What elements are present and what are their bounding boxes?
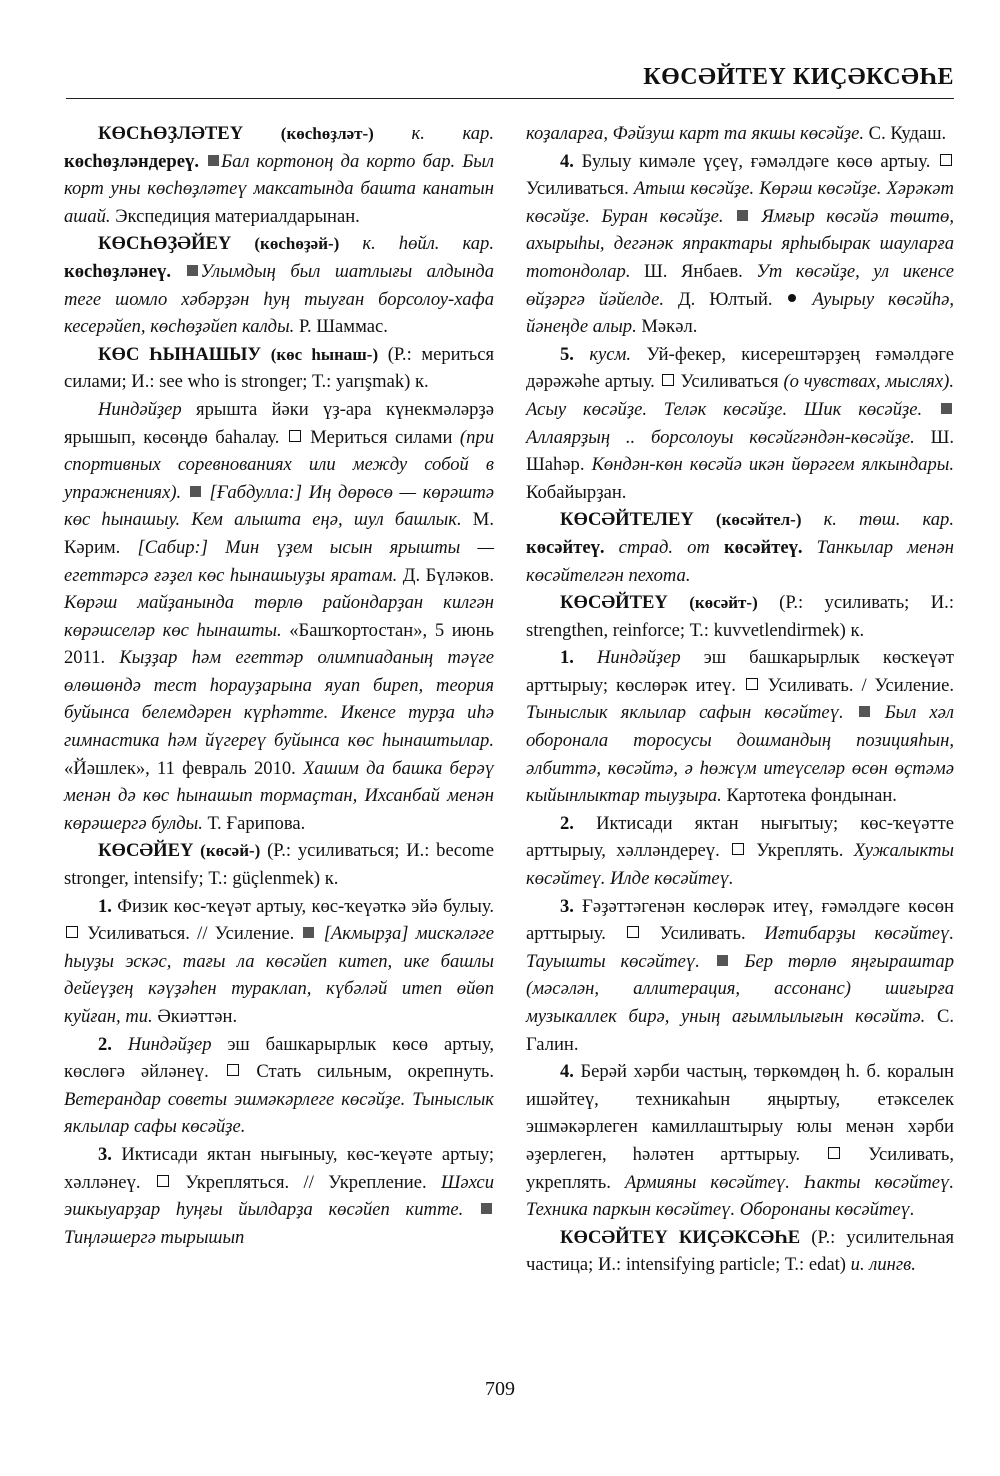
- example-marker-icon: [187, 265, 198, 276]
- stem-form: (көсәй-): [200, 841, 261, 861]
- example-text: Хашим да башка берәү менән дә көс һынашып тормаҫтан, Ихсанбай менән көрәшергә булды.: [64, 757, 494, 834]
- grammar-label: к. кар.: [373, 123, 494, 144]
- sense-definition: [526, 893, 954, 1059]
- dictionary-entry: [526, 506, 954, 589]
- example-text: Көндән-көн көсәйә икән йөрәгем ялкындары.: [591, 454, 954, 476]
- dictionary-entry: [64, 230, 494, 340]
- cross-reference: көсһөҙләндереү.: [64, 150, 199, 172]
- sense-definition: [64, 396, 494, 838]
- sense-number: 1.: [560, 647, 574, 669]
- grammar-label: кусм.: [589, 343, 632, 365]
- example-text: Кыҙҙар һәм егеттәр олимпиаданың тәүге өлөшөндә тест һорауҙарына яуап биреп, теория буйынса белемдәрен күрһәтте. Икенсе турҙа иһә гимнастика һәм йүгереү буйынса көс һынаштылар.: [64, 647, 495, 752]
- translations: (Р.: усилительная частица; И.: intensifying particle; Т.: edat): [526, 1226, 954, 1276]
- definition-text: Ғәҙәттәгенән көслөрәк итеү, ғәмәлдәге көсөн арттырыу.: [526, 895, 954, 945]
- headword: КӨС ҺЫНАШЫУ: [98, 343, 262, 365]
- grammar-label: и. лингв.: [850, 1254, 916, 1276]
- cross-reference: көсәйтеү.: [723, 536, 803, 558]
- example-text: Атыш көсәйҙе. Көрәш көсәйҙе. Хәрәкәт көсәйҙе. Буран көсәйҙе.: [526, 178, 954, 227]
- russian-equivalent: Усиливаться: [675, 371, 784, 393]
- example-marker-icon: [717, 955, 728, 966]
- translation-marker-icon: [662, 374, 674, 386]
- example-marker-icon: [859, 706, 870, 717]
- sense-definition: [526, 341, 954, 507]
- example-text: Улымдың был шатлығы алдында теге шомло хәбәрҙән һуң тыуған борсолоу-хафа кесерәйеп, көсһөҙәйеп калды.: [64, 260, 494, 338]
- example-marker-icon: [208, 155, 219, 166]
- source: Ш. Шаһәр.: [526, 426, 954, 476]
- example-text: Ямғыр көсәйә төштө, ахырыһы, дегәнәк япрактары ярһыбырак шауларға тотондолар.: [526, 205, 954, 282]
- source: Картотека фондынан.: [721, 785, 897, 807]
- stem-form: (көс һынаш-): [270, 344, 379, 364]
- source: Мәкәл.: [636, 316, 698, 338]
- headword: КӨСӘЙТЕҮ: [560, 592, 668, 614]
- source: Әкиәттән.: [152, 1006, 238, 1027]
- dictionary-entry: [64, 341, 494, 396]
- translation-marker-icon: [746, 678, 758, 690]
- grammar-label: к. төш. кар.: [801, 509, 954, 531]
- example-text: Тиңләшергә тырышып: [64, 1226, 245, 1248]
- usage-note: (при спортивных соревнованиях или между собой в упражнениях).: [64, 426, 494, 503]
- example-marker-icon: [303, 927, 314, 938]
- continued-example: [526, 120, 954, 148]
- sense-number: 2.: [560, 812, 574, 834]
- translations: (Р.: мериться силами; И.: see who is stronger; Т.: yarışmak) к.: [64, 343, 495, 393]
- definition-text: эш башкарырлык көсө артыу, көслөгә әйләнеү.: [64, 1033, 494, 1083]
- russian-equivalent: Усиливать.: [640, 923, 765, 945]
- example-text: Армияны көсәйтеү. Һакты көсәйтеү. Техника паркын көсәйтеү. Оборонаны көсәйтеү.: [526, 1171, 954, 1221]
- translation-marker-icon: [66, 926, 78, 938]
- definition-italic: Ниндәйҙер: [98, 398, 182, 420]
- definition-text: Булыу кимәле үҫеү, ғәмәлдәге көсө артыу.: [573, 150, 938, 172]
- example-marker-icon: [190, 486, 201, 497]
- stem-form: (көсһөҙәй-): [254, 234, 340, 254]
- translation-marker-icon: [940, 154, 952, 166]
- example-text: Көрәш майҙанында төрлө райондарҙан килгән көрәшселәр көс һынашты.: [64, 592, 494, 641]
- source: Д. Бүләков.: [397, 564, 494, 586]
- example-text: Бал кортоноң да корто бар. Был корт уны көсһөҙләтеү максатында башта канатын ашай.: [64, 150, 494, 227]
- russian-equivalent: Усиливаться. // Усиление.: [80, 923, 295, 945]
- translations: (Р.: усиливать; И.: strengthen, reinforce; Т.: kuvvetlendirmek) к.: [526, 592, 954, 641]
- source: С. Кудаш.: [864, 123, 947, 144]
- dictionary-entry: [64, 120, 494, 230]
- example-text: [Сабир:] Мин үҙем ысын ярышты — егеттәрсә ғәҙел көс һынашыуҙы яратам.: [64, 536, 494, 586]
- definition-text: ярышта йәки үҙ-ара күнекмәләрҙә ярышып, көсөңдө баһалау.: [64, 398, 494, 448]
- sense-definition: [526, 1058, 954, 1224]
- proverb-marker-icon: [788, 294, 796, 302]
- example-text: Ветерандар советы эшмәкәрлеге көсәйҙе. Тыныслык яклылар сафы көсәйҙе.: [64, 1088, 494, 1138]
- sense-definition: [526, 810, 954, 893]
- dictionary-entry: [526, 589, 954, 644]
- dictionary-entry: [64, 837, 494, 892]
- definition-italic: Ниндәйҙер: [597, 647, 681, 669]
- example-marker-icon: [481, 1203, 492, 1214]
- sense-definition: [526, 148, 954, 341]
- headword: КӨСӘЙТЕҮ КИҪӘКСӘҺЕ: [560, 1226, 801, 1248]
- headword: КӨСӘЙЕҮ: [98, 840, 194, 862]
- source: Ш. Янбаев.: [630, 260, 757, 282]
- source: Т. Ғарипова.: [202, 812, 306, 834]
- example-text: Ут көсәйҙе, ул икенсе өйҙәргә йәйелде.: [526, 260, 954, 310]
- sense-definition: [526, 644, 954, 810]
- source: Д. Юлтый.: [664, 288, 787, 310]
- russian-equivalent: Мериться силами: [302, 426, 460, 448]
- definition-text: Иктисади яктан нығытыу; көс-ҡеүәтте арттырыу, хәлләндереү.: [526, 812, 954, 862]
- russian-equivalent: Усиливать, укреплять.: [526, 1143, 954, 1193]
- stem-form: (көсәйтел-): [715, 510, 802, 530]
- page-number: 709: [485, 1378, 515, 1400]
- example-text: Был хәл оборонала торосусы дошмандың позицияһын, әлбиттә, көсәйтә, ә һөжүм итеүселәр өсөн өҫтәмә кыйынлыктар тыуҙыра.: [526, 702, 955, 807]
- example-text: Иғтибарҙы көсәйтеү. Тауышты көсәйтеү.: [526, 923, 954, 972]
- translation-marker-icon: [289, 430, 301, 442]
- running-header: [66, 60, 954, 99]
- cross-reference: көсәйтеү.: [526, 536, 605, 558]
- example-text: Хужалыкты көсәйтеү. Илде көсәйтеү.: [526, 840, 954, 890]
- sense-definition: [64, 893, 494, 1031]
- definition-text: эш башкарырлык көсҡеүәт арттырыу; көслөрәк итеү.: [526, 647, 954, 696]
- cross-reference: көсһөҙләнеү.: [64, 260, 171, 282]
- grammar-label: к. һөйл. кар.: [339, 233, 494, 255]
- source: «Йәшлек», 11 февраль 2010.: [64, 757, 304, 779]
- russian-equivalent: Усиливать. / Усиление.: [759, 674, 954, 696]
- definition-text: Физик көс-ҡеүәт артыу, көс-ҡеүәткә эйә булыу.: [111, 895, 494, 917]
- example-text: коҙаларға, Фәйзуш карт та якшы көсәйҙе.: [526, 123, 865, 144]
- example-text: Бер төрлө яңғыраштар (мәсәлән, аллитерация, ассонанс) шиғырға музыкаллек бирә, уның ағымлылығын көсәйтә.: [526, 950, 954, 1027]
- source: Экспедиция материалдарынан.: [110, 205, 360, 227]
- grammar-label: страд. от: [604, 536, 724, 558]
- definition-text: Берәй хәрби частың, төркөмдөң һ. б. коралын ишәйтеү, техникаһын яңыртыу, етәкселек эшмәкәрлеген камиллаштырыу юлы менән хәрби әҙерлеген, һәләтен арттырыу.: [526, 1061, 954, 1165]
- russian-equivalent: Стать сильным, окрепнуть.: [240, 1061, 495, 1083]
- example-text: Ауырыу көсәйһә, йәнеңде алыр.: [526, 288, 954, 338]
- sense-number: 4.: [560, 1061, 574, 1083]
- stem-form: (көсәйт-): [689, 593, 758, 613]
- sense-definition: [64, 1141, 494, 1251]
- stem-form: (көсһөҙләт-): [280, 124, 374, 143]
- source: Р. Шаммас.: [294, 316, 388, 338]
- source: Кобайырҙан.: [526, 481, 627, 503]
- translation-marker-icon: [627, 926, 639, 938]
- left-column: [64, 120, 494, 1251]
- headword: КӨСӘЙТЕЛЕҮ: [560, 509, 694, 531]
- definition-text: Иктисади яктан нығыныу, көс-ҡеүәте артыу; хәлләнеү.: [64, 1143, 494, 1193]
- sense-number: 2.: [98, 1033, 112, 1055]
- sense-number: 1.: [98, 895, 112, 917]
- sense-definition: [64, 1031, 494, 1141]
- sense-number: 5.: [560, 343, 574, 365]
- headword: КӨСҺӨҘЛӘТЕҮ: [98, 123, 244, 144]
- translations: (Р.: усиливаться; И.: become stronger, intensify; Т.: güçlenmek) к.: [64, 840, 494, 890]
- example-text: [Акмырҙа] мискәләге һыуҙы эскәс, тағы ла көсәйеп китеп, ике башлы дейеүҙең кәүҙәһен тураклап, күбәләй итеп өйөп куйған, ти.: [64, 923, 494, 1027]
- source: «Башҡортостан», 5 июнь 2011.: [64, 619, 494, 669]
- example-text: Танкылар менән көсәйтелгән пехота.: [526, 536, 954, 586]
- example-text: Шәхси эшкыуарҙар һуңғы йылдарҙа көсәйеп китте.: [64, 1171, 494, 1221]
- sense-number: 4.: [560, 150, 574, 172]
- example-text: [Ғабдулла:] Иң дөрөсө — көрәштә көс һынашыу. Кем алышта еңә, шул башлык.: [64, 481, 495, 531]
- example-marker-icon: [737, 210, 748, 221]
- sense-number: 3.: [560, 895, 574, 917]
- translation-marker-icon: [227, 1064, 239, 1076]
- right-column: [526, 120, 954, 1279]
- russian-equivalent: Усиливаться.: [526, 178, 634, 200]
- translation-marker-icon: [828, 1147, 840, 1159]
- russian-equivalent: Укрепляться. // Укрепление.: [170, 1171, 441, 1193]
- translation-marker-icon: [157, 1175, 169, 1187]
- example-text: Аллаярҙың .. борсолоуы көсәйгәндән-көсәйҙе.: [526, 426, 915, 448]
- running-title: КӨСӘЙТЕҮ КИҪӘКСӘҺЕ: [643, 64, 954, 90]
- translation-marker-icon: [732, 843, 744, 855]
- source: С. Галин.: [526, 1006, 954, 1055]
- dictionary-entry: [526, 1224, 954, 1279]
- definition-italic: Ниндәйҙер: [127, 1033, 212, 1055]
- example-marker-icon: [941, 403, 952, 414]
- russian-equivalent: Укреплять.: [746, 840, 854, 862]
- sense-number: 3.: [98, 1143, 112, 1165]
- example-text: Тыныслык яклылар сафын көсәйтеү.: [526, 702, 844, 724]
- definition-text: Уй-фекер, кисерештәрҙең ғәмәлдәге дәрәжәһе артыу.: [526, 343, 954, 393]
- example-text: (о чувствах, мыслях). Асыу көсәйҙе. Теләк көсәйҙе. Шик көсәйҙе.: [526, 371, 954, 420]
- source: М. Кәрим.: [64, 509, 494, 558]
- headword: КӨСҺӨҘӘЙЕҮ: [98, 233, 232, 255]
